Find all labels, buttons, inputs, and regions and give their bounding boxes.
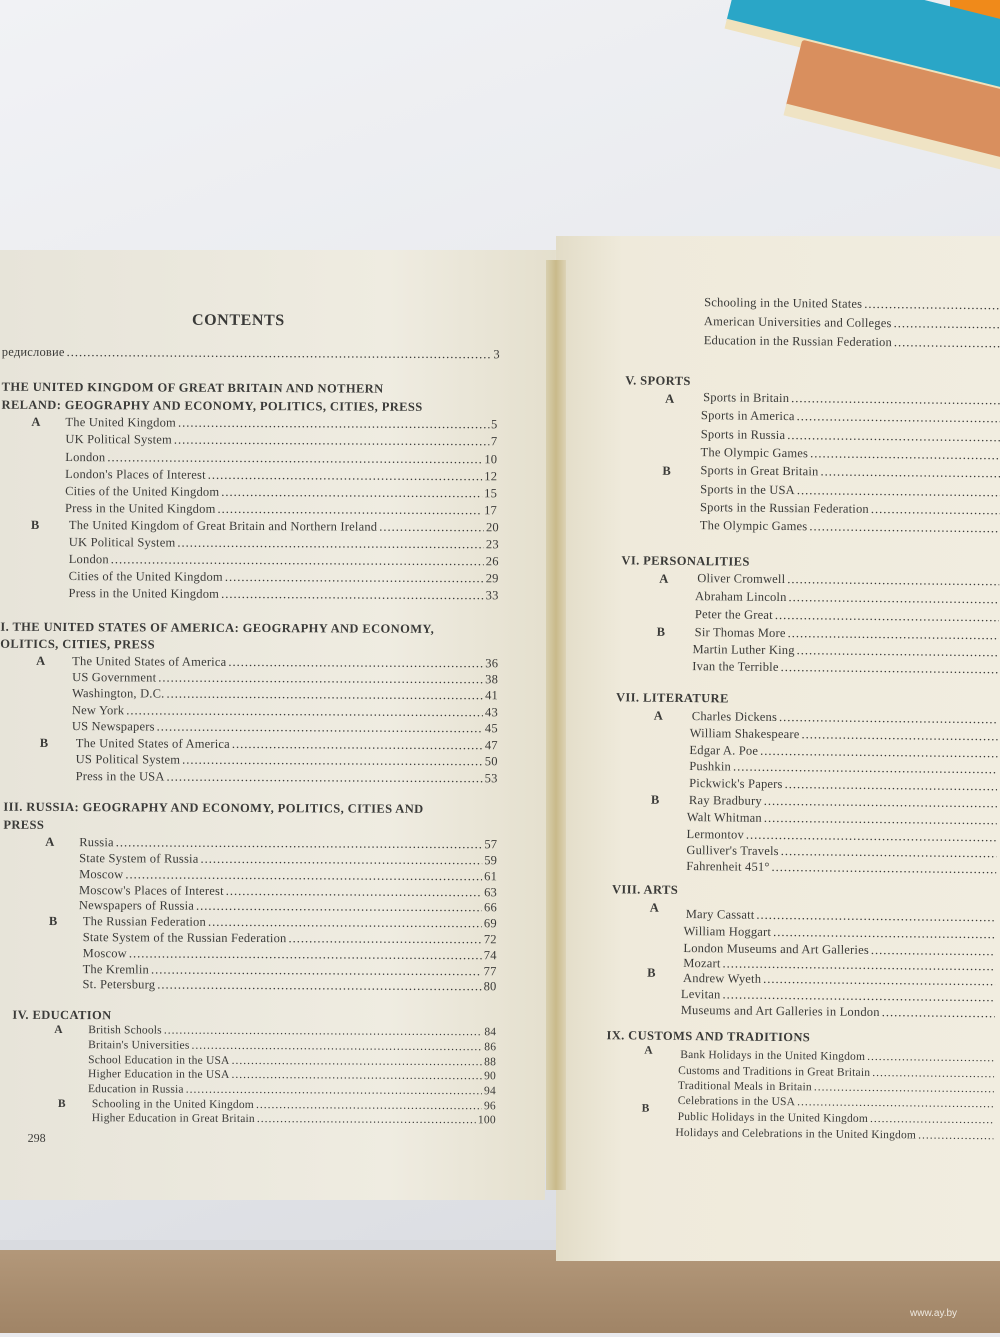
toc-entry: Sir Thomas More .....	[695, 625, 1000, 643]
group-marker: B	[650, 792, 660, 807]
toc-entry: The United States of America ..... 47	[76, 736, 498, 753]
toc-entry: Higher Education in the USA ..... 90	[88, 1068, 496, 1082]
toc-entry-preface: редисловие ..... 3	[2, 345, 500, 363]
toc-entry: Public Holidays in the United Kingdom .....	[678, 1111, 996, 1126]
group-marker: B	[48, 913, 58, 928]
toc-entry: London's Places of Interest ..... 12	[65, 467, 497, 484]
toc-entry: Education in the Russian Federation .....	[704, 333, 1000, 351]
toc-entry: The United Kingdom ..... 5	[65, 415, 497, 432]
toc-entry: Moscow's Places of Interest ..... 63	[79, 883, 497, 900]
toc-entry: The Russian Federation ..... 69	[83, 914, 497, 931]
section-heading: IV. EDUCATION	[12, 1007, 112, 1023]
group-marker: B	[647, 965, 656, 980]
toc-entry: British Schools ..... 84	[88, 1024, 496, 1038]
toc-entry: Abraham Lincoln .....	[695, 589, 1000, 607]
toc-entry: London ..... 10	[65, 450, 497, 467]
group-marker: A	[45, 834, 55, 849]
toc-entry: New York ..... 43	[72, 703, 498, 720]
group-marker: A	[659, 571, 669, 586]
watermark: www.ay.by	[910, 1308, 958, 1319]
toc-entry: Celebrations in the USA .....	[678, 1095, 996, 1110]
page-number: 298	[27, 1130, 46, 1145]
toc-entry: St. Petersburg ..... 80	[82, 977, 496, 994]
toc-entry: Sports in Britain .....	[703, 390, 1000, 408]
toc-entry: American Universities and Colleges .....	[704, 314, 1000, 332]
toc-entry: Bank Holidays in the United Kingdom .....	[680, 1049, 996, 1064]
toc-entry: The Kremlin ..... 77	[83, 962, 497, 979]
toc-entry: Pickwick's Papers .....	[689, 776, 999, 794]
toc-entry: Pushkin .....	[689, 759, 999, 777]
group-marker: B	[39, 735, 49, 750]
contents-title: CONTENTS	[191, 311, 285, 330]
toc-entry: Moscow ..... 74	[83, 946, 497, 963]
toc-entry: Washington, D.C. ..... 41	[72, 686, 498, 703]
toc-entry: Fahrenheit 451° .....	[686, 859, 998, 877]
toc-entry: Gulliver's Travels .....	[686, 843, 998, 861]
toc-entry: Ivan the Terrible .....	[692, 659, 1000, 677]
toc-entry: Charles Dickens .....	[692, 709, 1000, 727]
toc-entry: Press in the United Kingdom ..... 17	[65, 501, 497, 518]
toc-entry: Mozart .....	[683, 956, 997, 974]
toc-entry: US Government ..... 38	[72, 670, 498, 687]
section-heading: V. SPORTS	[625, 373, 691, 389]
toc-entry: Newspapers of Russia ..... 66	[79, 898, 497, 915]
toc-entry: Museums and Art Galleries in London .....	[681, 1003, 997, 1021]
section-heading: VI. PERSONALITIES	[621, 553, 750, 569]
toc-entry: State System of Russia ..... 59	[79, 851, 497, 868]
toc-entry: Moscow ..... 61	[79, 867, 497, 884]
toc-entry: The United Kingdom of Great Britain and Northern Ireland ..... 20	[69, 518, 499, 535]
toc-entry: Oliver Cromwell .....	[697, 571, 1000, 589]
toc-entry: Schooling in the United States .....	[704, 295, 1000, 313]
toc-entry: Sports in America .....	[701, 408, 1000, 426]
toc-entry: Cities of the United Kingdom ..... 15	[65, 484, 497, 501]
toc-entry: Levitan .....	[681, 987, 997, 1005]
toc-entry: Sports in Russia .....	[701, 427, 1000, 445]
section-heading: III. RUSSIA: GEOGRAPHY AND ECONOMY, POLITICS, CITIES AND	[3, 799, 424, 816]
group-marker: A	[665, 391, 675, 406]
group-marker: B	[30, 517, 40, 532]
toc-entry: Russia ..... 57	[79, 835, 497, 852]
toc-entry: Press in the USA ..... 53	[76, 769, 498, 786]
toc-entry: Mary Cassatt .....	[686, 907, 998, 925]
group-marker: B	[656, 624, 666, 639]
group-marker: A	[31, 414, 41, 429]
toc-entry: UK Political System ..... 23	[69, 535, 499, 552]
section-heading: OLITICS, CITIES, PRESS	[0, 636, 156, 652]
toc-entry: Cities of the United Kingdom ..... 29	[69, 569, 499, 586]
toc-entry: Sports in the Russian Federation .....	[700, 500, 1000, 518]
toc-entry: UK Political System ..... 7	[65, 432, 497, 449]
group-marker: A	[54, 1023, 63, 1037]
group-marker: A	[644, 1044, 653, 1057]
toc-entry: Ray Bradbury .....	[689, 793, 999, 811]
toc-entry: Martin Luther King .....	[692, 642, 1000, 660]
group-marker: A	[653, 708, 663, 723]
group-marker: B	[57, 1097, 66, 1111]
section-heading: IX. CUSTOMS AND TRADITIONS	[606, 1028, 811, 1045]
toc-entry: William Hoggart .....	[683, 924, 997, 942]
toc-entry: Customs and Traditions in Great Britain .....	[678, 1065, 996, 1080]
section-heading: THE UNITED KINGDOM OF GREAT BRITAIN AND NOTHERN	[1, 379, 384, 396]
toc-entry: Andrew Wyeth .....	[683, 971, 997, 989]
toc-entry: Peter the Great .....	[695, 607, 1000, 625]
toc-entry: The Olympic Games .....	[701, 445, 1000, 463]
toc-entry: The United States of America ..... 36	[72, 654, 498, 671]
toc-entry: Education in Russia ..... 94	[88, 1083, 496, 1097]
toc-entry: Schooling in the United Kingdom ..... 96	[92, 1098, 496, 1112]
group-marker: B	[662, 463, 671, 478]
toc-entry: Sports in the USA .....	[700, 482, 1000, 500]
toc-entry: Higher Education in Great Britain ..... 100	[92, 1112, 496, 1126]
toc-entry: Press in the United Kingdom ..... 33	[69, 586, 499, 603]
toc-entry: US Political System ..... 50	[76, 752, 498, 769]
group-marker: B	[641, 1102, 650, 1115]
toc-entry: Traditional Meals in Britain .....	[678, 1080, 996, 1095]
toc-entry: US Newspapers ..... 45	[72, 719, 498, 736]
section-heading: I. THE UNITED STATES OF AMERICA: GEOGRAPHY AND ECONOMY,	[0, 619, 435, 636]
toc-entry: William Shakespeare .....	[690, 726, 1000, 744]
section-heading: VII. LITERATURE	[615, 690, 729, 706]
section-heading: RELAND: GEOGRAPHY AND ECONOMY, POLITICS, CITIES, PRESS	[1, 397, 423, 414]
group-marker: A	[36, 653, 46, 668]
toc-entry: Walt Whitman .....	[687, 810, 999, 828]
toc-entry: Sports in Great Britain .....	[700, 463, 1000, 481]
toc-entry: Lermontov .....	[687, 827, 999, 845]
toc-entry: Britain's Universities ..... 86	[88, 1039, 496, 1053]
toc-entry: London Museums and Art Galleries .....	[683, 941, 997, 959]
toc-entry: School Education in the USA ..... 88	[88, 1054, 496, 1068]
toc-entry: London ..... 26	[69, 552, 499, 569]
toc-entry: State System of the Russian Federation ..... 72	[83, 930, 497, 947]
section-heading: VIII. ARTS	[611, 882, 679, 897]
toc-entry: Edgar A. Poe .....	[689, 743, 999, 761]
section-heading: PRESS	[3, 817, 45, 832]
toc-entry: The Olympic Games .....	[700, 518, 1000, 536]
group-marker: A	[649, 900, 659, 915]
toc-entry: Holidays and Celebrations in the United Kingdom .....	[675, 1127, 995, 1142]
